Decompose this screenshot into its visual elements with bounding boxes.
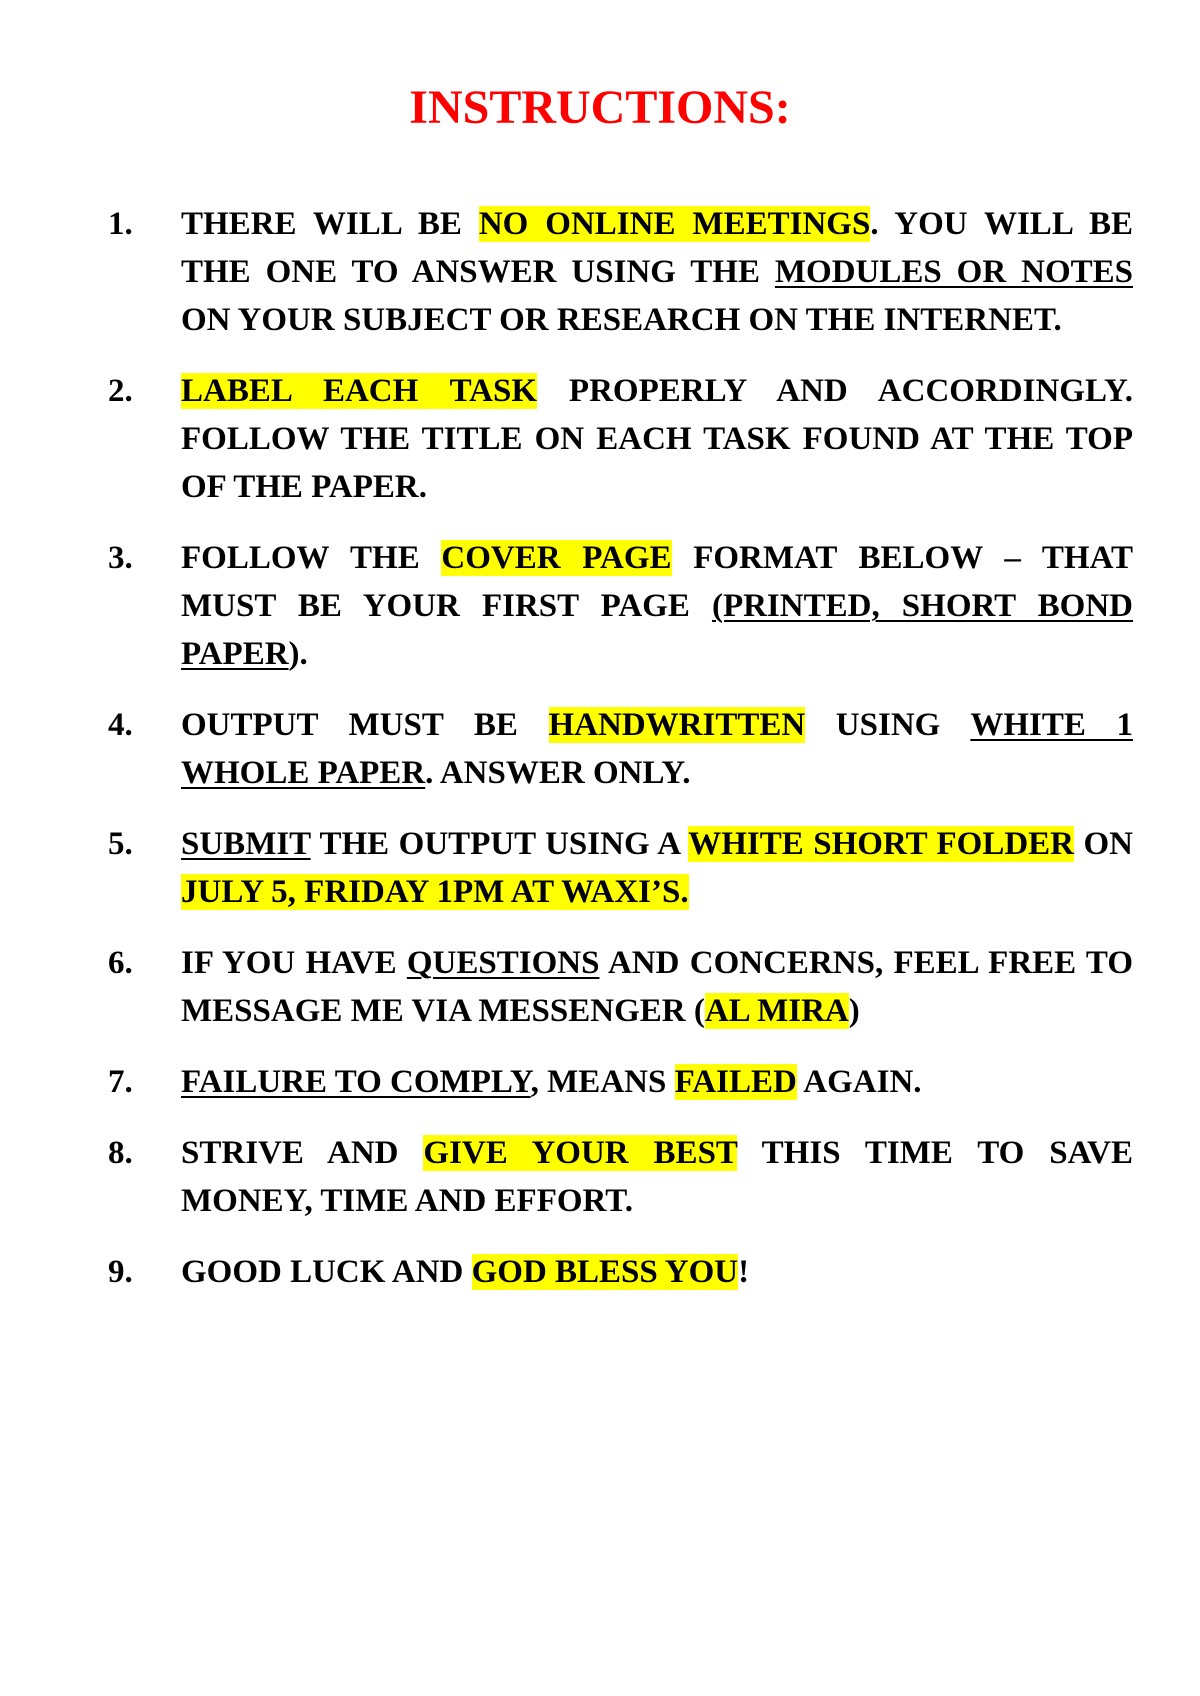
instruction-item-1 bbox=[108, 200, 1133, 344]
item-text-segment: AND CONCERNS, FEEL FREE TO MESSAGE ME VIA MESSENGER ( bbox=[181, 945, 1133, 1029]
item-text-segment: FOLLOW THE bbox=[181, 540, 442, 576]
instruction-item-3 bbox=[108, 534, 1133, 678]
item-text-segment: USING bbox=[805, 707, 971, 743]
item-text-segment: ON YOUR SUBJECT OR RESEARCH ON THE INTERNET. bbox=[181, 302, 1062, 338]
underlined-text: SUBMIT bbox=[181, 826, 311, 862]
highlighted-text: JULY 5, FRIDAY 1PM AT WAXI’S. bbox=[181, 874, 689, 910]
instructions-list bbox=[108, 200, 1133, 1319]
item-number: 6. bbox=[108, 945, 133, 981]
underlined-text: WHITE 1 WHOLE PAPER bbox=[181, 707, 1133, 791]
instruction-item-9 bbox=[108, 1248, 1133, 1296]
item-text-segment: AGAIN. bbox=[796, 1064, 922, 1100]
item-text-segment: FORMAT BELOW – THAT MUST BE YOUR FIRST PAGE bbox=[181, 540, 1133, 624]
highlighted-text: FAILED bbox=[674, 1064, 797, 1100]
underlined-text: (PRINTED, SHORT BOND PAPER bbox=[181, 588, 1133, 672]
item-text-segment: , MEANS bbox=[530, 1064, 675, 1100]
highlighted-text: LABEL EACH TASK bbox=[181, 373, 538, 409]
item-text-segment: . YOU WILL BE THE ONE TO ANSWER USING THE bbox=[181, 206, 1133, 290]
item-text-segment: ). bbox=[288, 636, 308, 672]
instruction-item-7 bbox=[108, 1058, 1133, 1106]
item-number: 7. bbox=[108, 1064, 133, 1100]
item-number: 1. bbox=[108, 206, 133, 242]
highlighted-text: GIVE YOUR BEST bbox=[423, 1135, 738, 1171]
highlighted-text: AL MIRA bbox=[704, 993, 849, 1029]
highlighted-text: WHITE SHORT FOLDER bbox=[688, 826, 1075, 862]
item-text-segment: GOOD LUCK AND bbox=[181, 1254, 472, 1290]
page-title: INSTRUCTIONS: bbox=[409, 81, 791, 134]
instruction-item-5 bbox=[108, 820, 1133, 916]
item-text-segment: ON bbox=[1074, 826, 1134, 862]
item-text-segment: THIS TIME TO SAVE MONEY, TIME AND EFFORT. bbox=[181, 1135, 1133, 1219]
item-text-segment: ) bbox=[848, 993, 860, 1029]
highlighted-text: GOD BLESS YOU bbox=[471, 1254, 739, 1290]
item-text-segment: . ANSWER ONLY. bbox=[425, 755, 691, 791]
item-text-segment: STRIVE AND bbox=[181, 1135, 424, 1171]
instruction-item-6 bbox=[108, 939, 1133, 1035]
item-number: 2. bbox=[108, 373, 133, 409]
item-text-segment: ! bbox=[738, 1254, 750, 1290]
item-number: 4. bbox=[108, 707, 133, 743]
item-text-segment: OUTPUT MUST BE bbox=[181, 707, 549, 743]
item-text-segment: THERE WILL BE bbox=[181, 206, 479, 242]
instruction-item-8 bbox=[108, 1129, 1133, 1225]
highlighted-text: NO ONLINE MEETINGS bbox=[478, 206, 871, 242]
underlined-text: FAILURE TO COMPLY bbox=[181, 1064, 531, 1100]
instruction-item-4 bbox=[108, 701, 1133, 797]
item-number: 9. bbox=[108, 1254, 133, 1290]
instruction-item-2 bbox=[108, 367, 1133, 511]
underlined-text: QUESTIONS bbox=[406, 945, 600, 981]
highlighted-text: COVER PAGE bbox=[441, 540, 672, 576]
item-text-segment: THE OUTPUT USING A bbox=[310, 826, 689, 862]
item-text-segment: PROPERLY AND ACCORDINGLY. FOLLOW THE TITLE ON EACH TASK FOUND AT THE TOP OF THE PAPER. bbox=[181, 373, 1133, 505]
item-number: 5. bbox=[108, 826, 133, 862]
underlined-text: MODULES OR NOTES bbox=[774, 254, 1133, 290]
highlighted-text: HANDWRITTEN bbox=[548, 707, 806, 743]
item-number: 8. bbox=[108, 1135, 133, 1171]
item-text-segment: IF YOU HAVE bbox=[181, 945, 407, 981]
item-number: 3. bbox=[108, 540, 133, 576]
